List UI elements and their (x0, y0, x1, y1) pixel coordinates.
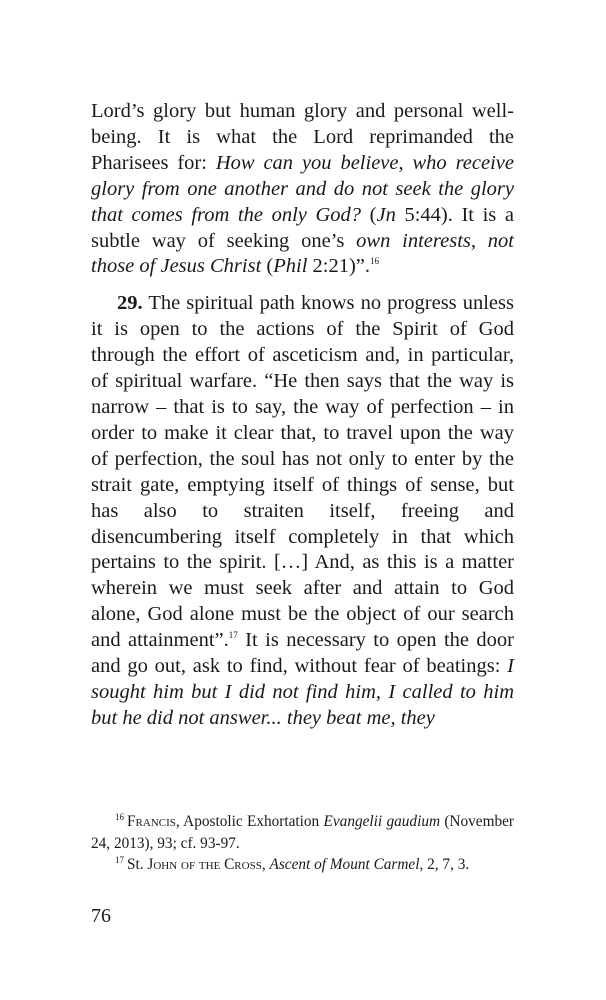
book-abbrev: Phil (273, 255, 308, 278)
body-text (91, 99, 514, 732)
footnote-mark: 16 (115, 811, 124, 822)
scripture-quote: How can you believe, who receive glory from one another and do not seek the glory that comes from the only God? (91, 151, 514, 226)
text-run: ( (361, 203, 377, 226)
footnote-ref[interactable]: 17 (228, 630, 238, 641)
footnote-title: Evangelii gaudium (323, 813, 441, 830)
paragraph-29 (91, 291, 514, 731)
text-run: ( (261, 255, 274, 278)
footnote-prefix: St. (127, 856, 148, 873)
book-abbrev: Jn (376, 203, 396, 226)
footnote-author: Francis (127, 813, 176, 830)
footnote-text: , Apostolic Exhortation (175, 813, 324, 830)
scripture-quote: own interests, not those of Jesus Christ (91, 229, 515, 278)
text-run: It is necessary to open the door and go out, ask to find, without fear of beatings: (91, 629, 514, 678)
footnote-mark: 17 (115, 854, 124, 865)
footnote-ref[interactable]: 16 (370, 256, 380, 267)
text-run: 5:44). It is a subtle way of seeking one’s (91, 203, 515, 252)
footnote-author: John of the Cross (147, 856, 262, 873)
footnote-16 (91, 811, 514, 854)
footnote-text: (November 24, 2013), 93; cf. 93-97. (91, 813, 514, 852)
paragraph-28-continuation (91, 99, 514, 280)
footnote-title: Ascent of Mount Carmel (269, 856, 420, 873)
scripture-quote: I sought him but I did not find him, I called to him but he did not answer... they beat me, they (91, 655, 514, 729)
footnotes (91, 811, 514, 876)
footnote-text: , 2, 7, 3. (419, 856, 470, 873)
text-run: The spiritual path knows no progress unless it is open to the actions of the Spirit of God through the effort of asceticism and, in particular, of spiritual warfare. “He then says that the way is narrow – that is to say, the way of perfection – in order to make it clear that, to travel upon the way of perfection, the soul has not only to enter by the strait gate, emptying itself of things of sense, but has also to straiten itself, freeing and disencumbering itself completely in that which pertains to the spirit. […] And, as this is a matter wherein we must seek after and attain to God alone, God alone must be the object of our search and attainment”. (91, 292, 514, 652)
paragraph-number: 29. (117, 292, 143, 315)
footnote-text: , (261, 856, 270, 873)
text-run: 2:21)”. (307, 255, 371, 278)
page-number: 76 (91, 905, 111, 927)
footnote-17 (91, 854, 514, 876)
text-run: Lord’s glory but human glory and personal well-being. It is what the Lord reprimanded the Pharisees for: (91, 100, 514, 174)
